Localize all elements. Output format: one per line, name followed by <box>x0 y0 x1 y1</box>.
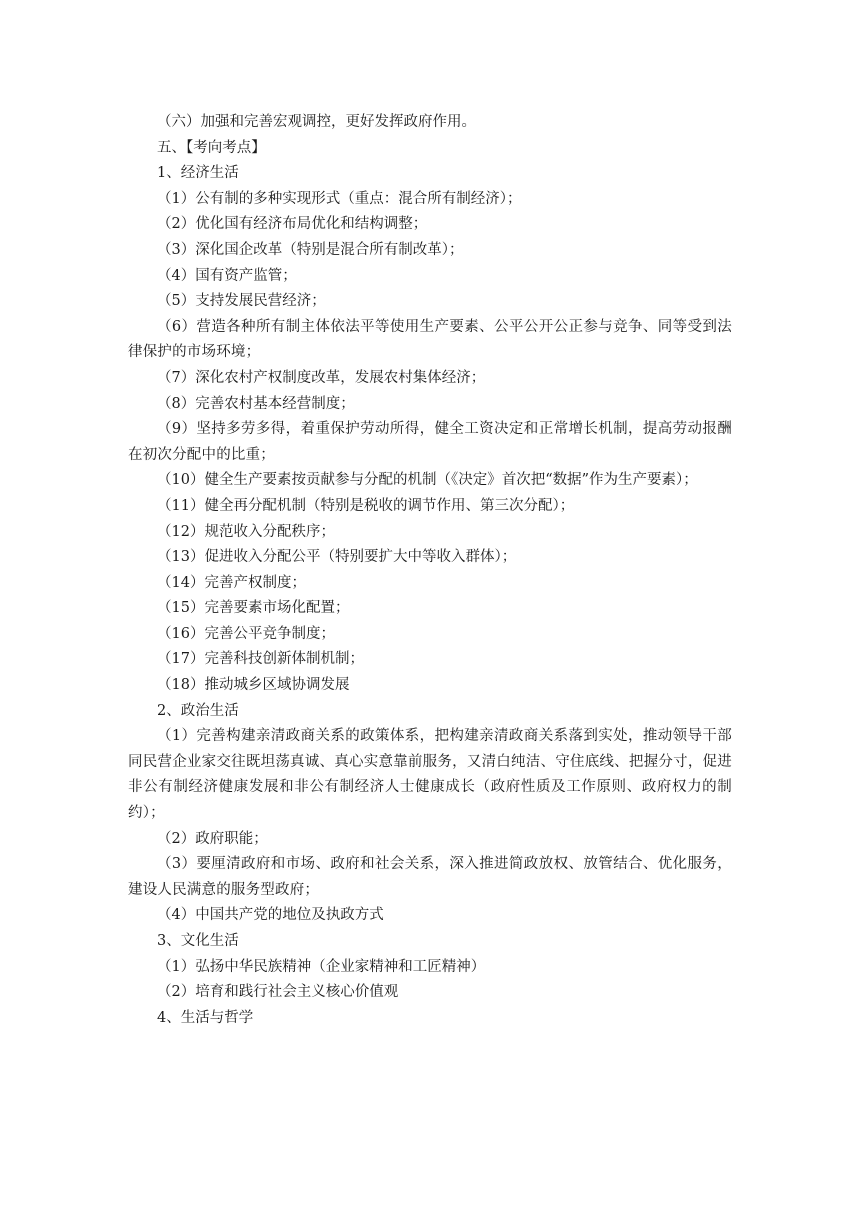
list-item: （5）支持发展民营经济； <box>157 293 326 310</box>
list-item: （8）完善农村基本经营制度； <box>157 395 355 412</box>
economic-list <box>128 187 732 699</box>
list-item: （12）规范收入分配秩序； <box>157 523 335 540</box>
list-item: （4）国有资产监管； <box>157 267 297 284</box>
list-item: （1）完善构建亲清政商关系的政策体系，把构建亲清政商关系落到实处，推动领导干部同民营企业家交往既坦荡真诚、真心实意靠前服务，又清白纯洁、守住底线、把握分寸，促进非公有制经济健康发展和非公有制经济人士健康成长（政府性质及工作原则、政府权力的制约）； <box>128 728 732 822</box>
list-item: （13）促进收入分配公平（特别要扩大中等收入群体）； <box>157 549 517 566</box>
list-item: （1）弘扬中华民族精神（企业家精神和工匠精神） <box>157 958 486 975</box>
list-item: （17）完善科技创新体制机制； <box>157 651 364 668</box>
list-item: （2）优化国有经济布局优化和结构调整； <box>157 216 428 233</box>
cultural-heading: 3、文化生活 <box>157 933 239 949</box>
list-item: （3）深化国企改革（特别是混合所有制改革）； <box>157 241 464 258</box>
economic-heading: 1、经济生活 <box>157 165 239 182</box>
list-item: （1）公有制的多种实现形式（重点：混合所有制经济）； <box>157 190 522 207</box>
list-item: （2）政府职能； <box>157 830 268 847</box>
list-item: （4）中国共产党的地位及执政方式 <box>157 907 384 924</box>
list-item: （10）健全生产要素按贡献参与分配的机制（《决定》首次把“数据”作为生产要素）； <box>157 472 698 489</box>
list-item: （9）坚持多劳多得，着重保护劳动所得，健全工资决定和正常增长机制，提高劳动报酬在初次分配中的比重； <box>128 421 732 463</box>
list-item: （7）深化农村产权制度改革，发展农村集体经济； <box>157 369 486 386</box>
political-heading: 2、政治生活 <box>157 702 239 719</box>
political-list <box>128 724 732 929</box>
list-item: （3）要厘清政府和市场、政府和社会关系，深入推进简政放权、放管结合、优化服务，建设人民满意的服务型政府； <box>128 856 732 898</box>
intro-paragraph: （六）加强和完善宏观调控，更好发挥政府作用。 <box>157 114 476 130</box>
list-item: （6）营造各种所有制主体依法平等使用生产要素、公平公开公正参与竞争、同等受到法律保护的市场环境； <box>128 318 732 361</box>
list-item: （2）培育和践行社会主义核心价值观 <box>157 984 399 1001</box>
list-item: （18）推动城乡区域协调发展 <box>157 677 350 694</box>
list-item: （14）完善产权制度； <box>157 574 306 591</box>
list-item: （15）完善要素市场化配置； <box>157 600 350 617</box>
cultural-list <box>128 955 732 1006</box>
philosophy-heading: 4、生活与哲学 <box>157 1009 254 1026</box>
document-page <box>128 110 732 1031</box>
list-item: （16）完善公平竞争制度； <box>157 625 335 642</box>
list-item: （11）健全再分配机制（特别是税收的调节作用、第三次分配）； <box>157 497 575 514</box>
section-title: 五、【考向考点】 <box>157 139 266 156</box>
